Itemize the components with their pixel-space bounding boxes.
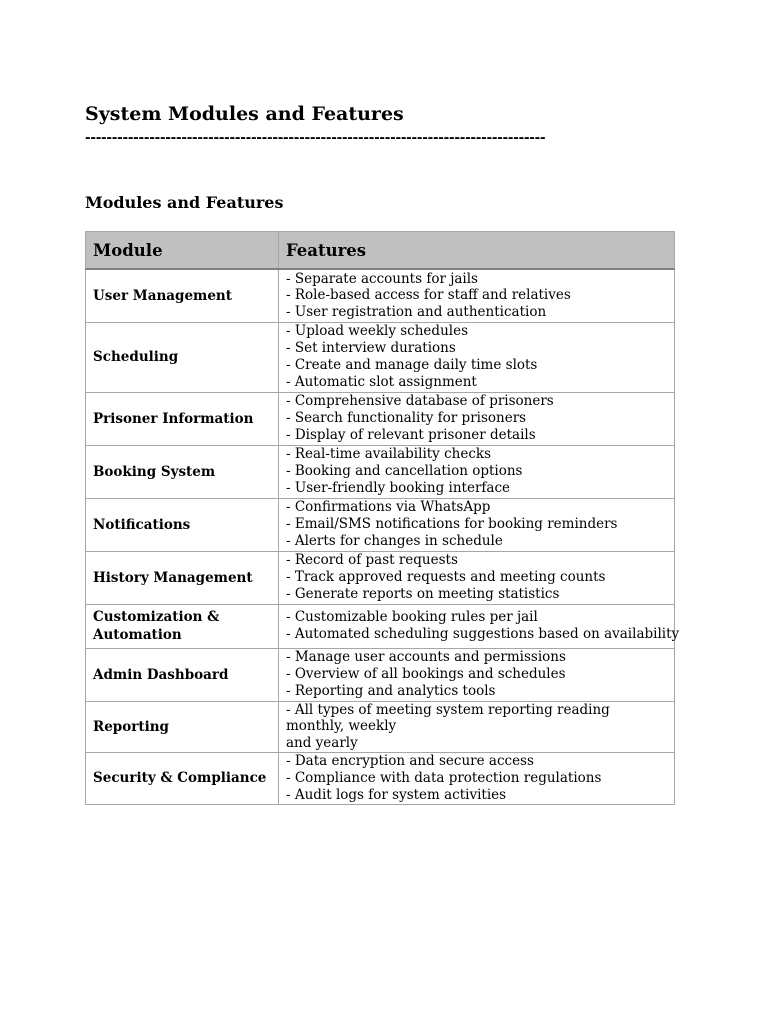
module-name: Reporting [86, 701, 279, 752]
table-body [86, 269, 680, 804]
table-row [86, 648, 675, 701]
module-name: User Management [86, 269, 279, 322]
features-list [279, 752, 675, 804]
feature-item: - Create and manage daily time slots [286, 357, 538, 373]
title-divider: -------------------------------------------------------------------------------------- [85, 130, 546, 146]
module-name: Customization & Automation [86, 604, 279, 648]
table-row [86, 269, 675, 322]
feature-item: - Alerts for changes in schedule [286, 532, 503, 549]
feature-item: - User-friendly booking interface [286, 479, 510, 496]
feature-item: - Role-based access for staff and relatives [286, 287, 571, 304]
features-list [279, 445, 675, 498]
features-list [279, 498, 675, 551]
feature-item: - Set interview durations [286, 340, 456, 357]
feature-item: - Booking and cancellation options [286, 463, 523, 480]
feature-item: - Generate reports on meeting statistics [286, 585, 560, 602]
table-row [86, 701, 675, 752]
module-name: Prisoner Information [86, 392, 279, 445]
feature-item: - Search functionality for prisoners [286, 410, 527, 427]
table-row [86, 604, 675, 648]
features-list [279, 392, 675, 445]
feature-item: - User registration and authentication [286, 304, 547, 321]
module-name: Notifications [86, 498, 279, 551]
feature-item: - Manage user accounts and permissions [286, 649, 566, 666]
modules-table [85, 231, 680, 805]
features-list [279, 604, 680, 648]
module-name: Scheduling [86, 322, 279, 392]
features-list [279, 322, 675, 392]
module-name: Booking System [86, 445, 279, 498]
table-row [86, 445, 675, 498]
table-row [86, 498, 675, 551]
feature-item: - Data encryption and secure access [286, 753, 534, 770]
feature-item: - Upload weekly schedules [286, 323, 468, 340]
features-list [279, 551, 675, 604]
table-row [86, 392, 675, 445]
feature-item: - Confirmations via WhatsApp [286, 499, 491, 516]
features-list [279, 269, 675, 322]
table-row [86, 322, 675, 392]
feature-item: - Automatic slot assignment [286, 373, 477, 390]
feature-item: - Email/SMS notifications for booking reminders [286, 516, 618, 533]
feature-item: - Display of relevant prisoner details [286, 426, 536, 443]
table-header-row [86, 232, 675, 270]
feature-item: - Separate accounts for jails [286, 270, 478, 287]
feature-item: - Overview of all bookings and schedules [286, 666, 566, 683]
feature-item: - Comprehensive database of prisoners [286, 393, 554, 410]
module-column-header: Module [86, 232, 279, 270]
table-row [86, 551, 675, 604]
feature-item: - Audit logs for system activities [286, 786, 507, 803]
page-title: System Modules and Features [85, 103, 404, 125]
feature-item: - Customizable booking rules per jail [286, 609, 538, 626]
features-list [279, 701, 675, 752]
feature-item: - Real-time availability checks [286, 446, 492, 463]
feature-item: - Automated scheduling suggestions based on availability [286, 626, 680, 642]
features-list [279, 648, 675, 701]
feature-item: - Compliance with data protection regulations [286, 769, 602, 786]
features-column-header: Features [279, 232, 675, 270]
feature-item: - Reporting and analytics tools [286, 682, 496, 699]
feature-item: and yearly [286, 735, 358, 752]
module-name: History Management [86, 551, 279, 604]
feature-item: - Track approved requests and meeting counts [286, 569, 606, 586]
feature-item: - All types of meeting system reporting reading monthly, weekly [286, 701, 610, 735]
section-title: Modules and Features [85, 193, 284, 212]
module-name: Admin Dashboard [86, 648, 279, 701]
module-name: Security & Compliance [86, 752, 279, 804]
feature-item: - Record of past requests [286, 552, 458, 569]
table-row [86, 752, 675, 804]
